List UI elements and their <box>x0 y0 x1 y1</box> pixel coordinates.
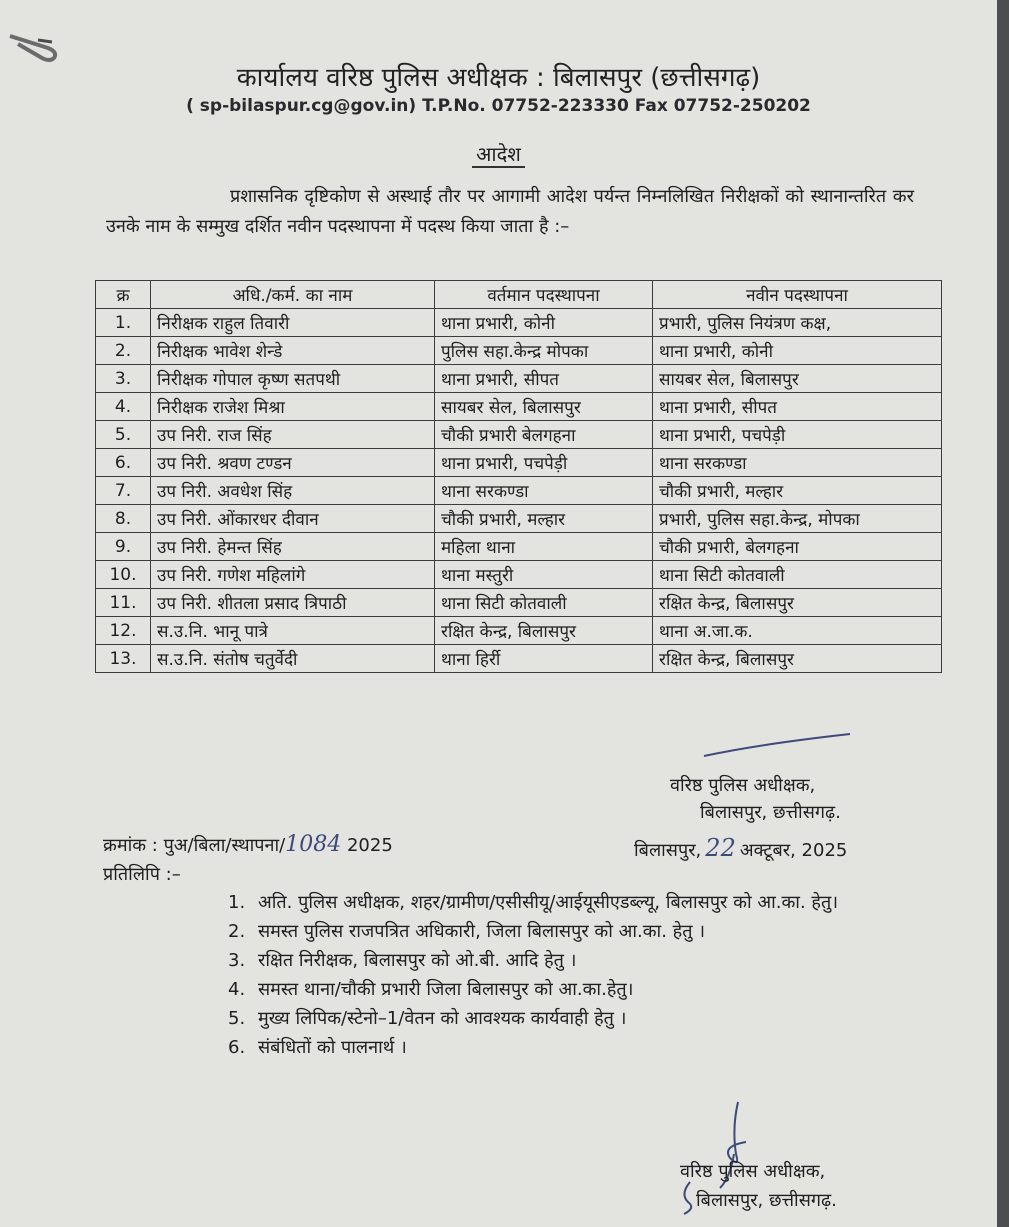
header-current-posting: वर्तमान पदस्थापना <box>435 281 653 309</box>
signature-stroke-icon <box>700 730 860 760</box>
current-posting-cell: थाना सरकण्डा <box>435 477 653 505</box>
name-cell: उप निरी. राज सिंह <box>151 421 435 449</box>
new-posting-cell: रक्षित केन्द्र, बिलासपुर <box>653 645 942 673</box>
header-name: अधि./कर्म. का नाम <box>151 281 435 309</box>
list-item <box>228 1004 900 1033</box>
list-item-number: 4. <box>228 979 246 1000</box>
table-row <box>96 589 942 617</box>
list-item <box>228 917 900 946</box>
list-item-number: 2. <box>228 921 246 942</box>
current-posting-cell: सायबर सेल, बिलासपुर <box>435 393 653 421</box>
reference-year: 2025 <box>346 835 393 856</box>
serial-cell: 2. <box>96 337 151 365</box>
order-heading: आदेश <box>0 140 997 167</box>
date-place: बिलासपुर, <box>634 840 702 861</box>
name-cell: उप निरी. अवधेश सिंह <box>151 477 435 505</box>
table-header-row <box>96 281 942 309</box>
current-posting-cell: महिला थाना <box>435 533 653 561</box>
reference-handwritten-number: 1084 <box>285 832 342 857</box>
copy-label: प्रतिलिपि :– <box>103 864 181 885</box>
list-item-number: 6. <box>228 1037 246 1058</box>
transfer-table <box>95 280 942 673</box>
signatory-place: बिलासपुर, छत्तीसगढ़. <box>696 1190 837 1211</box>
reference-prefix: क्रमांक : पुअ/बिला/स्थापना/ <box>103 835 286 856</box>
serial-cell: 10. <box>96 561 151 589</box>
reference-number <box>103 832 393 857</box>
copy-list <box>228 888 900 1062</box>
new-posting-cell: प्रभारी, पुलिस नियंत्रण कक्ष, <box>653 309 942 337</box>
name-cell: उप निरी. गणेश महिलांगे <box>151 561 435 589</box>
date-handwritten-day: 22 <box>705 834 736 862</box>
list-item-text: अति. पुलिस अधीक्षक, शहर/ग्रामीण/एसीसीयू/आईयूसीएडब्ल्यू, बिलासपुर को आ.का. हेतु। <box>258 892 839 913</box>
name-cell: उप निरी. शीतला प्रसाद त्रिपाठी <box>151 589 435 617</box>
serial-cell: 13. <box>96 645 151 673</box>
new-posting-cell: थाना अ.जा.क. <box>653 617 942 645</box>
list-item <box>228 975 900 1004</box>
current-posting-cell: थाना हिर्री <box>435 645 653 673</box>
serial-cell: 4. <box>96 393 151 421</box>
contact-line: ( sp-bilaspur.cg@gov.in) T.P.No. 07752-223330 Fax 07752-250202 <box>186 96 811 116</box>
signature-block-top <box>670 772 841 826</box>
name-cell: निरीक्षक राहुल तिवारी <box>151 309 435 337</box>
table-row <box>96 477 942 505</box>
table-row <box>96 365 942 393</box>
current-posting-cell: थाना मस्तुरी <box>435 561 653 589</box>
serial-cell: 9. <box>96 533 151 561</box>
list-item-text: संबंधितों को पालनार्थ । <box>258 1037 407 1058</box>
name-cell: निरीक्षक गोपाल कृष्ण सतपथी <box>151 365 435 393</box>
date-line <box>634 834 847 862</box>
serial-cell: 6. <box>96 449 151 477</box>
header-serial: क्र <box>96 281 151 309</box>
list-item <box>228 946 900 975</box>
table-row <box>96 505 942 533</box>
office-title: कार्यालय वरिष्ठ पुलिस अधीक्षक : बिलासपुर (छत्तीसगढ़) <box>236 63 761 93</box>
signatory-title: वरिष्ठ पुलिस अधीक्षक, <box>670 775 816 796</box>
name-cell: उप निरी. हेमन्त सिंह <box>151 533 435 561</box>
table-row <box>96 393 942 421</box>
current-posting-cell: पुलिस सहा.केन्द्र मोपका <box>435 337 653 365</box>
list-item-number: 3. <box>228 950 246 971</box>
current-posting-cell: थाना प्रभारी, पचपेड़ी <box>435 449 653 477</box>
list-item <box>228 1033 900 1062</box>
new-posting-cell: चौकी प्रभारी, बेलगहना <box>653 533 942 561</box>
signatory-title: वरिष्ठ पुलिस अधीक्षक, <box>680 1161 826 1182</box>
name-cell: निरीक्षक भावेश शेन्डे <box>151 337 435 365</box>
new-posting-cell: थाना सरकण्डा <box>653 449 942 477</box>
new-posting-cell: रक्षित केन्द्र, बिलासपुर <box>653 589 942 617</box>
serial-cell: 12. <box>96 617 151 645</box>
list-item-text: समस्त थाना/चौकी प्रभारी जिला बिलासपुर को आ.का.हेतु। <box>258 979 634 1000</box>
serial-cell: 8. <box>96 505 151 533</box>
current-posting-cell: थाना सिटी कोतवाली <box>435 589 653 617</box>
order-paragraph: प्रशासनिक दृष्टिकोण से अस्थाई तौर पर आगामी आदेश पर्यन्त निम्नलिखित निरीक्षकों को स्थानान्तरित कर उनके नाम के सम्मुख दर्शित नवीन पदस्थापना में पदस्थ किया जाता है :– <box>106 186 914 237</box>
table-row <box>96 309 942 337</box>
header-new-posting: नवीन पदस्थापना <box>653 281 942 309</box>
signature-block-bottom <box>680 1157 837 1215</box>
new-posting-cell: थाना प्रभारी, कोनी <box>653 337 942 365</box>
scanner-edge <box>997 0 1009 1227</box>
new-posting-cell: थाना सिटी कोतवाली <box>653 561 942 589</box>
signatory-place: बिलासपुर, छत्तीसगढ़. <box>700 802 841 823</box>
serial-cell: 7. <box>96 477 151 505</box>
new-posting-cell: थाना प्रभारी, सीपत <box>653 393 942 421</box>
table-row <box>96 449 942 477</box>
new-posting-cell: थाना प्रभारी, पचपेड़ी <box>653 421 942 449</box>
table-row <box>96 337 942 365</box>
new-posting-cell: सायबर सेल, बिलासपुर <box>653 365 942 393</box>
table-row <box>96 421 942 449</box>
current-posting-cell: चौकी प्रभारी बेलगहना <box>435 421 653 449</box>
name-cell: स.उ.नि. संतोष चतुर्वेदी <box>151 645 435 673</box>
serial-cell: 1. <box>96 309 151 337</box>
list-item-text: रक्षित निरीक्षक, बिलासपुर को ओ.बी. आदि हेतु । <box>258 950 577 971</box>
new-posting-cell: चौकी प्रभारी, मल्हार <box>653 477 942 505</box>
current-posting-cell: रक्षित केन्द्र, बिलासपुर <box>435 617 653 645</box>
list-item-number: 5. <box>228 1008 246 1029</box>
list-item <box>228 888 900 917</box>
current-posting-cell: चौकी प्रभारी, मल्हार <box>435 505 653 533</box>
name-cell: निरीक्षक राजेश मिश्रा <box>151 393 435 421</box>
serial-cell: 11. <box>96 589 151 617</box>
current-posting-cell: थाना प्रभारी, कोनी <box>435 309 653 337</box>
list-item-text: मुख्य लिपिक/स्टेनो–1/वेतन को आवश्यक कार्यवाही हेतु । <box>258 1008 627 1029</box>
name-cell: उप निरी. ओंकारधर दीवान <box>151 505 435 533</box>
table-row <box>96 533 942 561</box>
serial-cell: 5. <box>96 421 151 449</box>
list-item-number: 1. <box>228 892 246 913</box>
table-row <box>96 617 942 645</box>
new-posting-cell: प्रभारी, पुलिस सहा.केन्द्र, मोपका <box>653 505 942 533</box>
table-row <box>96 561 942 589</box>
name-cell: उप निरी. श्रवण टण्डन <box>151 449 435 477</box>
table-row <box>96 645 942 673</box>
date-month-year: अक्टूबर, 2025 <box>739 840 848 861</box>
name-cell: स.उ.नि. भानू पात्रे <box>151 617 435 645</box>
list-item-text: समस्त पुलिस राजपत्रित अधिकारी, जिला बिलासपुर को आ.का. हेतु । <box>258 921 706 942</box>
current-posting-cell: थाना प्रभारी, सीपत <box>435 365 653 393</box>
serial-cell: 3. <box>96 365 151 393</box>
